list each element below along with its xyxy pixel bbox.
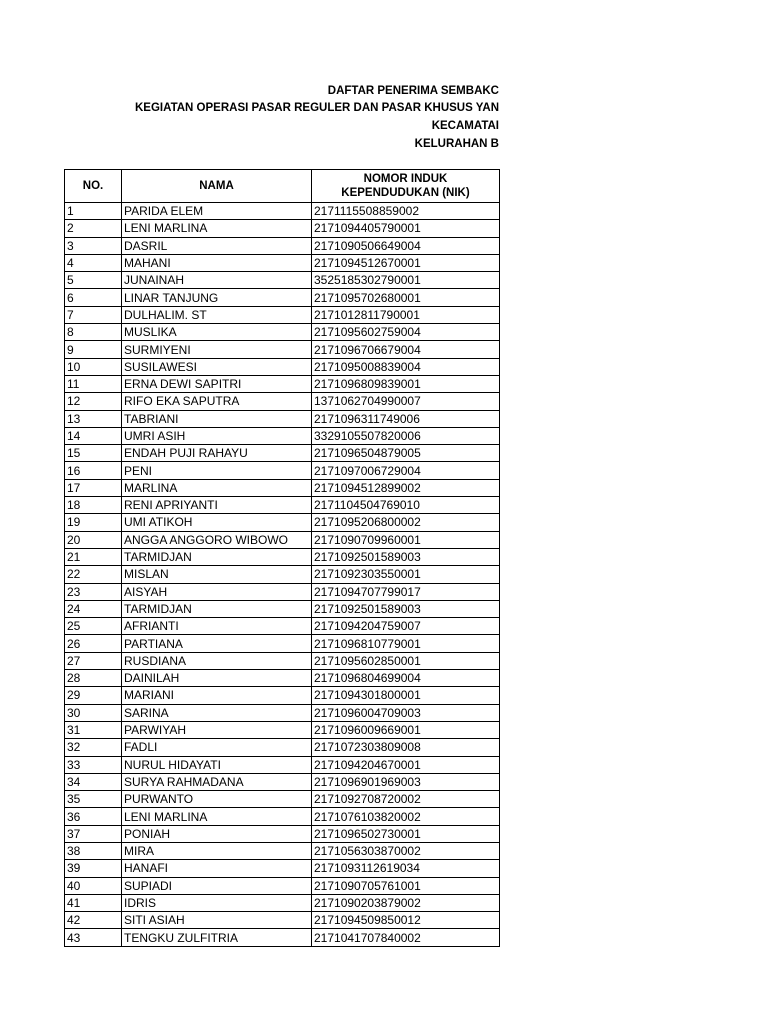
cell-no: 7 [65, 306, 122, 323]
table-row [65, 410, 500, 427]
table-row [65, 237, 500, 254]
cell-nik: 2171092708720002 [312, 791, 500, 808]
cell-nik: 2171104504769010 [312, 497, 500, 514]
table-row [65, 877, 500, 894]
document-title: DAFTAR PENERIMA SEMBAKC [327, 85, 499, 97]
table-row [65, 306, 500, 323]
cell-nik: 2171115508859002 [312, 203, 500, 220]
table-row [65, 445, 500, 462]
cell-nik: 2171094301800001 [312, 687, 500, 704]
cell-no: 11 [65, 375, 122, 392]
table-row [65, 825, 500, 842]
cell-no: 16 [65, 462, 122, 479]
cell-nik: 2171095008839004 [312, 358, 500, 375]
table-row [65, 842, 500, 859]
cell-nama: PURWANTO [122, 791, 312, 808]
cell-no: 42 [65, 912, 122, 929]
table-row [65, 272, 500, 289]
cell-nama: RIFO EKA SAPUTRA [122, 393, 312, 410]
table-row [65, 254, 500, 271]
cell-nama: UMRI ASIH [122, 427, 312, 444]
cell-nama: TABRIANI [122, 410, 312, 427]
cell-no: 32 [65, 739, 122, 756]
cell-nama: PARTIANA [122, 635, 312, 652]
table-row [65, 583, 500, 600]
cell-no: 33 [65, 756, 122, 773]
table-row [65, 808, 500, 825]
table-row [65, 497, 500, 514]
table-row [65, 479, 500, 496]
table-row [65, 739, 500, 756]
cell-no: 22 [65, 566, 122, 583]
table-row [65, 531, 500, 548]
table-row [65, 375, 500, 392]
cell-nama: PARWIYAH [122, 721, 312, 738]
cell-nama: NURUL HIDAYATI [122, 756, 312, 773]
cell-no: 18 [65, 497, 122, 514]
cell-nik: 2171096810779001 [312, 635, 500, 652]
cell-nik: 2171076103820002 [312, 808, 500, 825]
cell-nik: 2171096009669001 [312, 721, 500, 738]
table-row [65, 341, 500, 358]
table-row [65, 652, 500, 669]
cell-nama: TARMIDJAN [122, 548, 312, 565]
cell-nama: ENDAH PUJI RAHAYU [122, 445, 312, 462]
cell-nama: PONIAH [122, 825, 312, 842]
cell-nama: AISYAH [122, 583, 312, 600]
cell-no: 29 [65, 687, 122, 704]
table-row [65, 756, 500, 773]
cell-nik: 2171096804699004 [312, 670, 500, 687]
cell-nik: 2171092501589003 [312, 548, 500, 565]
cell-nik: 2171090709960001 [312, 531, 500, 548]
cell-nik: 2171095602850001 [312, 652, 500, 669]
table-row [65, 289, 500, 306]
cell-nik: 2171090203879002 [312, 894, 500, 911]
table-row [65, 203, 500, 220]
cell-nama: LINAR TANJUNG [122, 289, 312, 306]
cell-nik: 2171095206800002 [312, 514, 500, 531]
cell-nik: 1371062704990007 [312, 393, 500, 410]
cell-nama: PENI [122, 462, 312, 479]
cell-no: 9 [65, 341, 122, 358]
cell-nama: MARLINA [122, 479, 312, 496]
cell-nik: 2171094204670001 [312, 756, 500, 773]
cell-nama: LENI MARLINA [122, 808, 312, 825]
cell-no: 37 [65, 825, 122, 842]
cell-no: 1 [65, 203, 122, 220]
cell-nik: 2171012811790001 [312, 306, 500, 323]
cell-nama: MAHANI [122, 254, 312, 271]
cell-no: 40 [65, 877, 122, 894]
cell-nama: SURMIYENI [122, 341, 312, 358]
cell-nik: 2171094405790001 [312, 220, 500, 237]
cell-nik: 2171092303550001 [312, 566, 500, 583]
cell-nik: 2171094512899002 [312, 479, 500, 496]
cell-nik: 2171072303809008 [312, 739, 500, 756]
cell-nama: DULHALIM. ST [122, 306, 312, 323]
table-row [65, 566, 500, 583]
kecamatan-heading: KECAMATAI [431, 120, 499, 132]
cell-nik: 2171094512670001 [312, 254, 500, 271]
cell-nik: 2171092501589003 [312, 600, 500, 617]
cell-nama: UMI ATIKOH [122, 514, 312, 531]
table-row [65, 324, 500, 341]
cell-nik: 2171096502730001 [312, 825, 500, 842]
table-row [65, 548, 500, 565]
cell-no: 13 [65, 410, 122, 427]
cell-no: 12 [65, 393, 122, 410]
cell-no: 25 [65, 618, 122, 635]
cell-no: 31 [65, 721, 122, 738]
column-header-nik: NOMOR INDUK KEPENDUDUKAN (NIK) [312, 170, 500, 203]
column-header-nama: NAMA [122, 170, 312, 203]
cell-nik: 2171096504879005 [312, 445, 500, 462]
cell-no: 28 [65, 670, 122, 687]
table-row [65, 635, 500, 652]
cell-nik: 2171096004709003 [312, 704, 500, 721]
cell-nama: DAINILAH [122, 670, 312, 687]
cell-nama: SURYA RAHMADANA [122, 773, 312, 790]
table-row [65, 860, 500, 877]
cell-no: 17 [65, 479, 122, 496]
table-row [65, 894, 500, 911]
cell-nik: 2171096311749006 [312, 410, 500, 427]
cell-nik: 2171056303870002 [312, 842, 500, 859]
cell-nama: MISLAN [122, 566, 312, 583]
table-row [65, 618, 500, 635]
cell-no: 38 [65, 842, 122, 859]
cell-nik: 2171090506649004 [312, 237, 500, 254]
table-row [65, 773, 500, 790]
cell-nama: DASRIL [122, 237, 312, 254]
cell-no: 10 [65, 358, 122, 375]
cell-nik: 2171093112619034 [312, 860, 500, 877]
cell-nama: SITI ASIAH [122, 912, 312, 929]
cell-nik: 2171090705761001 [312, 877, 500, 894]
table-row [65, 721, 500, 738]
table-row [65, 462, 500, 479]
cell-nama: MIRA [122, 842, 312, 859]
cell-no: 24 [65, 600, 122, 617]
table-row [65, 670, 500, 687]
cell-nama: MUSLIKA [122, 324, 312, 341]
table-header-row [65, 170, 500, 203]
cell-nama: SUPIADI [122, 877, 312, 894]
cell-no: 21 [65, 548, 122, 565]
table-row [65, 600, 500, 617]
cell-nama: LENI MARLINA [122, 220, 312, 237]
cell-nik: 3525185302790001 [312, 272, 500, 289]
table-body [65, 203, 500, 947]
cell-no: 14 [65, 427, 122, 444]
cell-no: 36 [65, 808, 122, 825]
table-row [65, 427, 500, 444]
cell-no: 8 [65, 324, 122, 341]
cell-nama: SUSILAWESI [122, 358, 312, 375]
table-row [65, 687, 500, 704]
cell-no: 23 [65, 583, 122, 600]
table-row [65, 514, 500, 531]
kelurahan-heading: KELURAHAN B [414, 138, 499, 150]
table-row [65, 704, 500, 721]
cell-nik: 2171094204759007 [312, 618, 500, 635]
table-row [65, 912, 500, 929]
cell-no: 3 [65, 237, 122, 254]
cell-nik: 2171097006729004 [312, 462, 500, 479]
cell-nama: SARINA [122, 704, 312, 721]
recipient-table [64, 169, 500, 947]
cell-nama: PARIDA ELEM [122, 203, 312, 220]
cell-nik: 3329105507820006 [312, 427, 500, 444]
cell-no: 19 [65, 514, 122, 531]
cell-nik: 2171094509850012 [312, 912, 500, 929]
cell-no: 15 [65, 445, 122, 462]
cell-nik: 2171095702680001 [312, 289, 500, 306]
table-row [65, 220, 500, 237]
cell-nama: HANAFI [122, 860, 312, 877]
cell-nik: 2171096706679004 [312, 341, 500, 358]
document-subtitle: KEGIATAN OPERASI PASAR REGULER DAN PASAR KHUSUS YAN [135, 102, 499, 114]
cell-no: 43 [65, 929, 122, 946]
cell-nama: RENI APRIYANTI [122, 497, 312, 514]
table-row [65, 929, 500, 946]
cell-nama: IDRIS [122, 894, 312, 911]
cell-nama: JUNAINAH [122, 272, 312, 289]
cell-nama: TENGKU ZULFITRIA [122, 929, 312, 946]
cell-no: 34 [65, 773, 122, 790]
cell-nik: 2171096809839001 [312, 375, 500, 392]
cell-no: 30 [65, 704, 122, 721]
cell-no: 6 [65, 289, 122, 306]
cell-nama: FADLI [122, 739, 312, 756]
table-row [65, 358, 500, 375]
column-header-no: NO. [65, 170, 122, 203]
cell-no: 20 [65, 531, 122, 548]
table-row [65, 393, 500, 410]
cell-no: 39 [65, 860, 122, 877]
cell-nama: ERNA DEWI SAPITRI [122, 375, 312, 392]
cell-nama: ANGGA ANGGORO WIBOWO [122, 531, 312, 548]
cell-no: 26 [65, 635, 122, 652]
cell-no: 35 [65, 791, 122, 808]
cell-no: 5 [65, 272, 122, 289]
cell-nama: AFRIANTI [122, 618, 312, 635]
cell-nama: TARMIDJAN [122, 600, 312, 617]
table-row [65, 791, 500, 808]
cell-nik: 2171095602759004 [312, 324, 500, 341]
cell-nik: 2171096901969003 [312, 773, 500, 790]
cell-nama: RUSDIANA [122, 652, 312, 669]
cell-no: 27 [65, 652, 122, 669]
cell-no: 2 [65, 220, 122, 237]
cell-nama: MARIANI [122, 687, 312, 704]
cell-nik: 2171041707840002 [312, 929, 500, 946]
cell-no: 41 [65, 894, 122, 911]
cell-nik: 2171094707799017 [312, 583, 500, 600]
cell-no: 4 [65, 254, 122, 271]
